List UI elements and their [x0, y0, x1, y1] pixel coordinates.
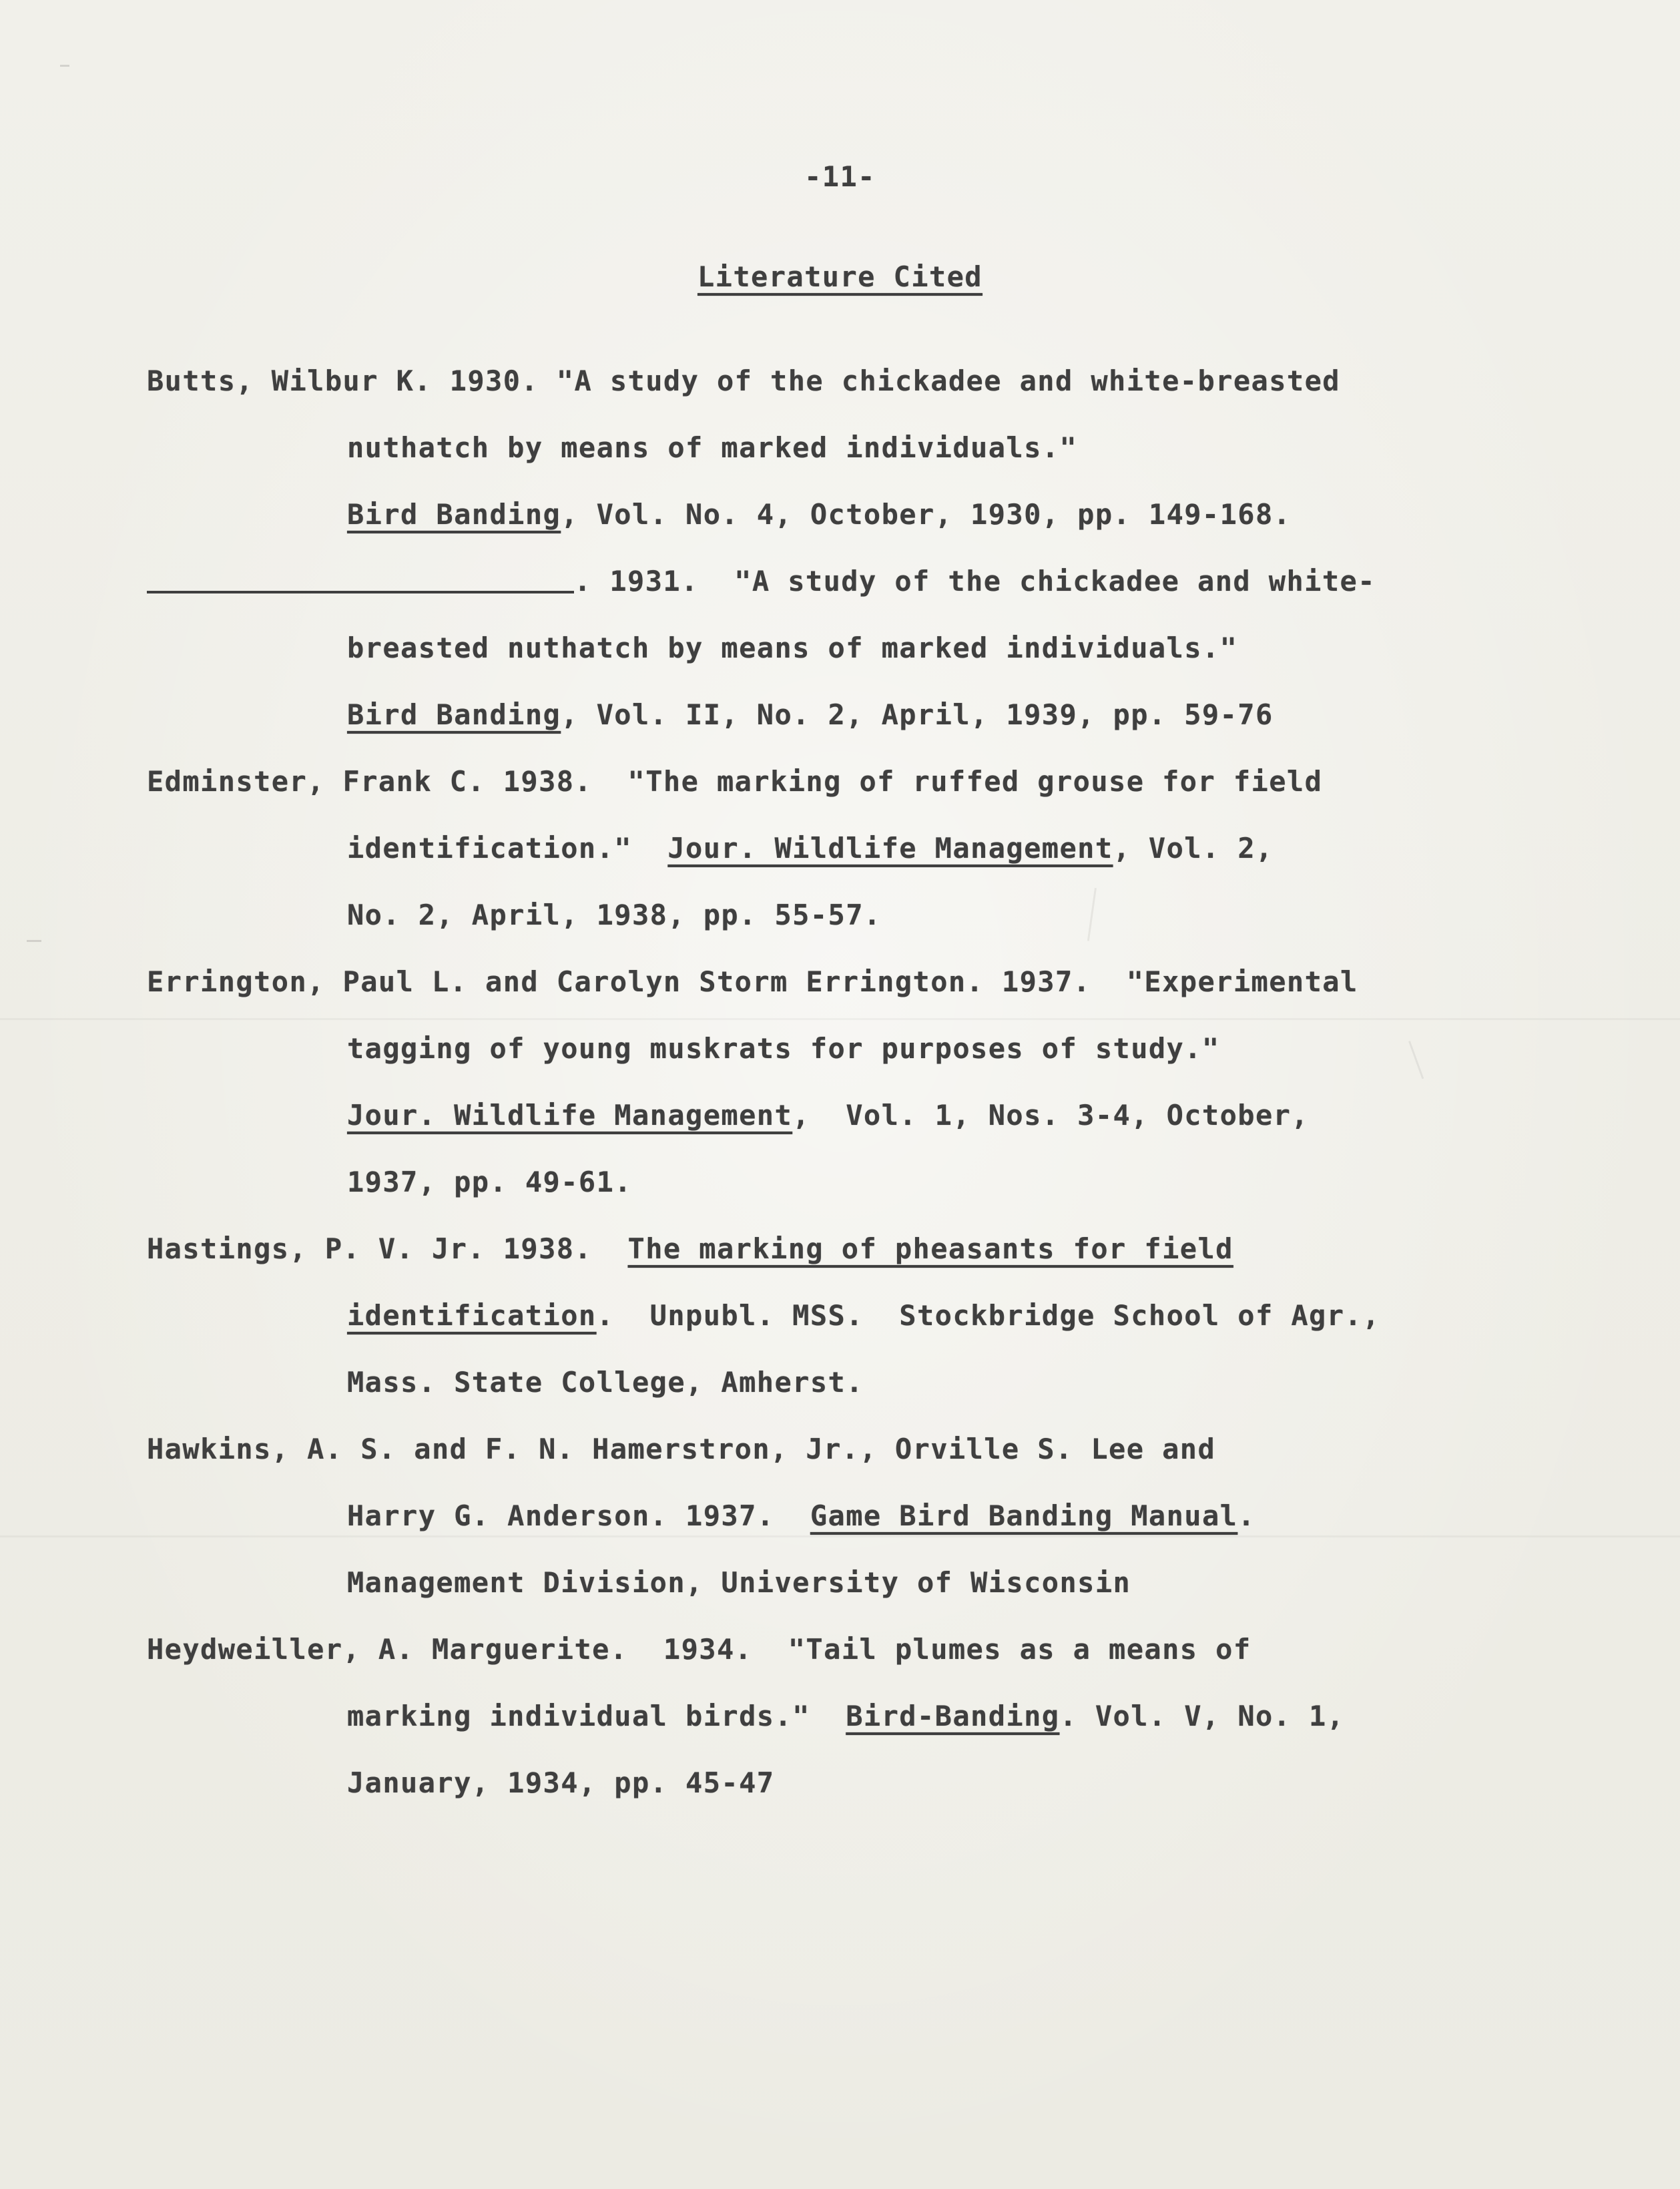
ditto-author-rule: [147, 591, 574, 593]
citation-details: . Unpubl. MSS. Stockbridge School of Agr.,: [596, 1299, 1380, 1332]
work-title: identification: [347, 1299, 597, 1332]
citation-text: identification.": [347, 832, 668, 865]
journal-title: Bird Banding: [347, 498, 561, 531]
citation-details: .: [1237, 1499, 1255, 1532]
ref-edminster-line-2: [347, 832, 1274, 865]
citation-details: , Vol. II, No. 2, April, 1939, pp. 59-76: [561, 698, 1274, 731]
ref-butts-1930-line-1: Butts, Wilbur K. 1930. "A study of the chickadee and white-breasted: [147, 364, 1340, 397]
journal-title: Bird Banding: [347, 698, 561, 731]
ref-heydweiller-line-2: [347, 1700, 1344, 1733]
page-number: -11-: [804, 160, 876, 193]
ref-edminster-line-3: No. 2, April, 1938, pp. 55-57.: [347, 899, 882, 931]
ref-errington-line-4: 1937, pp. 49-61.: [347, 1166, 632, 1198]
journal-title: Jour. Wildlife Management: [667, 832, 1113, 865]
ref-hastings-line-3: Mass. State College, Amherst.: [347, 1366, 864, 1399]
ref-heydweiller-line-1: Heydweiller, A. Marguerite. 1934. "Tail plumes as a means of: [147, 1633, 1251, 1666]
citation-text: . 1931. "A study of the chickadee and white-: [574, 565, 1376, 597]
journal-title: Jour. Wildlife Management: [347, 1099, 793, 1132]
ref-hastings-line-2: [347, 1299, 1380, 1332]
citation-text: Harry G. Anderson. 1937.: [347, 1499, 810, 1532]
ref-butts-1930-line-3: [347, 498, 1291, 531]
ref-heydweiller-line-3: January, 1934, pp. 45-47: [347, 1766, 775, 1799]
page-title: [0, 260, 1680, 294]
ref-errington-line-3: [347, 1099, 1309, 1132]
citation-details: , Vol. 2,: [1113, 832, 1274, 865]
citation-details: . Vol. V, No. 1,: [1059, 1700, 1345, 1732]
citation-text: Hastings, P. V. Jr. 1938.: [147, 1232, 628, 1265]
ref-butts-1931-line-1: [147, 565, 1376, 598]
citation-details: , Vol. No. 4, October, 1930, pp. 149-168.: [561, 498, 1292, 531]
paper-crease: [1087, 888, 1097, 941]
ref-hastings-line-1: [147, 1232, 1233, 1266]
work-title: Game Bird Banding Manual: [810, 1499, 1238, 1532]
paper-fold: [0, 1535, 1680, 1537]
paper-crease: [1408, 1041, 1424, 1079]
ref-errington-line-1: Errington, Paul L. and Carolyn Storm Errington. 1937. "Experimental: [147, 965, 1358, 998]
citation-details: , Vol. 1, Nos. 3-4, October,: [792, 1099, 1310, 1132]
paper-speck: [60, 65, 69, 67]
ref-butts-1931-line-2: breasted nuthatch by means of marked individuals.": [347, 632, 1238, 664]
work-title: The marking of pheasants for field: [627, 1232, 1233, 1265]
paper-speck: [27, 940, 41, 942]
ref-hawkins-line-1: Hawkins, A. S. and F. N. Hamerstron, Jr., Orville S. Lee and: [147, 1433, 1216, 1465]
journal-title: Bird-Banding: [846, 1700, 1060, 1732]
ref-errington-line-2: tagging of young muskrats for purposes of study.": [347, 1032, 1220, 1065]
citation-text: marking individual birds.": [347, 1700, 846, 1732]
paper-fold: [0, 1018, 1680, 1020]
ref-hawkins-line-3: Management Division, University of Wisconsin: [347, 1566, 1131, 1599]
ref-edminster-line-1: Edminster, Frank C. 1938. "The marking of ruffed grouse for field: [147, 765, 1323, 798]
ref-hawkins-line-2: [347, 1499, 1255, 1533]
ref-butts-1931-line-3: [347, 698, 1274, 732]
ref-butts-1930-line-2: nuthatch by means of marked individuals.": [347, 431, 1078, 464]
title-text: Literature Cited: [697, 260, 983, 293]
